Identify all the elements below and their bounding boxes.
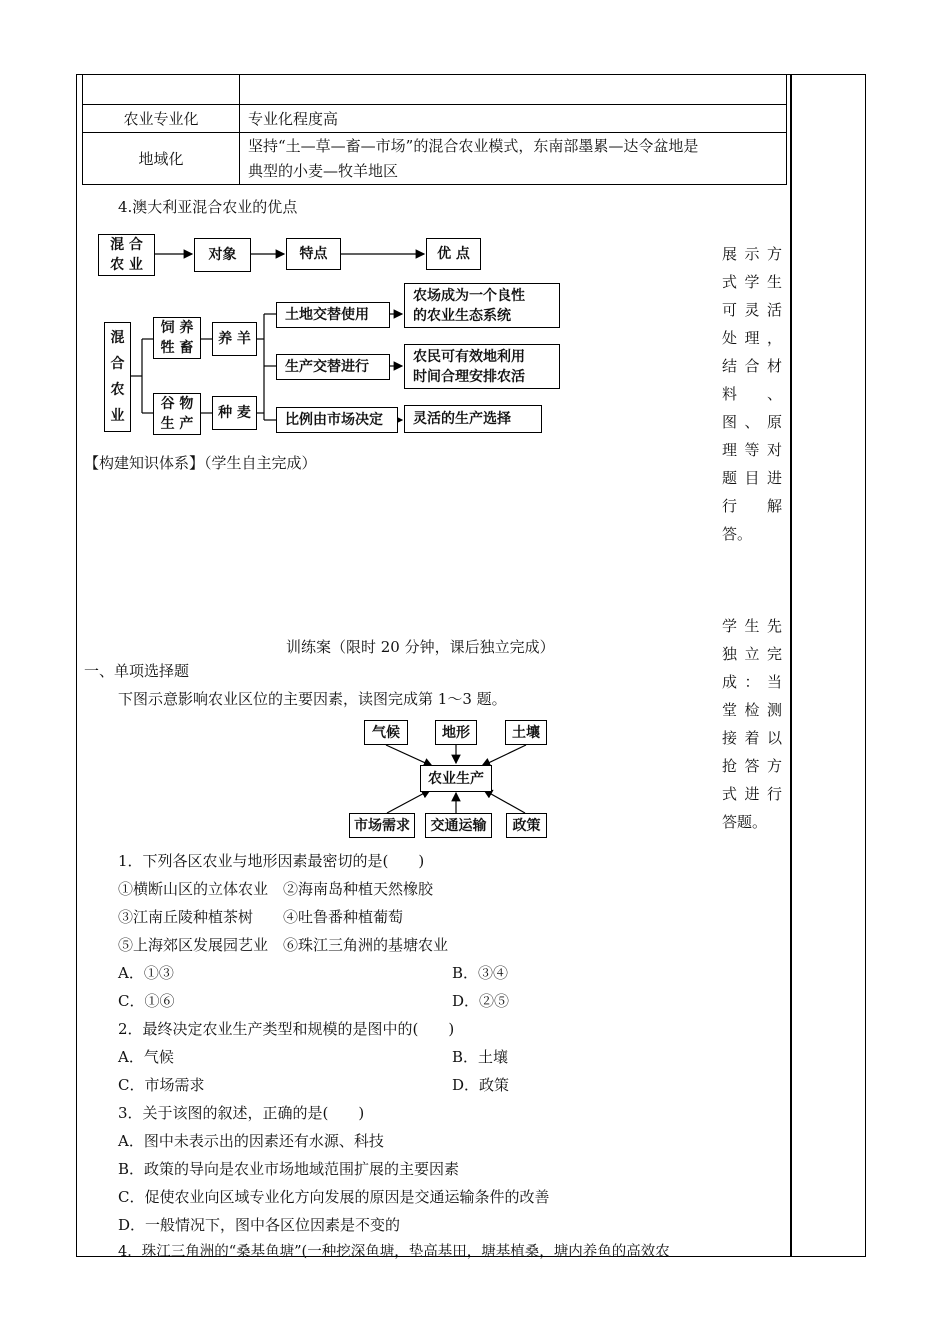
- q3-option-d: D．一般情况下，图中各区位因素是不变的: [118, 1216, 401, 1234]
- build-knowledge-title: 【构建知识体系】（学生自主完成）: [84, 454, 317, 472]
- side-line: 独立完: [722, 645, 782, 663]
- q3-option-a: A．图中未表示出的因素还有水源、科技: [118, 1132, 384, 1150]
- q1-option-b: B．③④: [452, 964, 509, 982]
- side-line: 学生先: [722, 617, 782, 635]
- side-line: 处理，: [722, 329, 782, 347]
- diagram1-grain: 谷 物 生 产: [153, 393, 201, 435]
- diagram1-sheep: 养 羊: [212, 322, 257, 356]
- diagram1-advantage-1: 农场成为一个良性 的农业生态系统: [404, 283, 560, 328]
- cell-line: 坚持“土—草—畜—市场”的混合农业模式，东南部墨累—达令盆地是: [248, 136, 699, 155]
- diagram1-box-feature: 特点: [286, 238, 341, 270]
- side-line: 展示方: [722, 245, 782, 263]
- q2-option-b: B．土壤: [452, 1048, 509, 1066]
- side-line: 结合材: [722, 357, 782, 375]
- table-cell: 专业化程度高: [240, 105, 787, 133]
- table-cell: 农业专业化: [83, 105, 240, 133]
- side-line: 接着以: [722, 729, 782, 747]
- side-line: 成：当: [722, 673, 782, 691]
- factor-climate: 气候: [364, 720, 408, 745]
- q2-option-c: C．市场需求: [118, 1076, 205, 1094]
- heading-4: 4.澳大利亚混合农业的优点: [118, 198, 298, 216]
- intro-text: 下图示意影响农业区位的主要因素，读图完成第 1～3 题。: [118, 690, 507, 708]
- diagram1-wheat: 种 麦: [212, 396, 257, 430]
- q1-option-a: A．①③: [118, 964, 174, 982]
- diagram1-feature-2: 生产交替进行: [276, 354, 390, 380]
- diagram1-advantage-3: 灵活的生产选择: [404, 405, 542, 433]
- diagram1-box-mixed-agri: 混 合 农 业: [98, 234, 155, 276]
- q2-stem: 2．最终决定农业生产类型和规模的是图中的( ): [118, 1020, 455, 1038]
- side-line: 可灵活: [722, 301, 782, 319]
- side-line: 堂检测: [722, 701, 782, 719]
- q3-option-b: B．政策的导向是农业市场地域范围扩展的主要因素: [118, 1160, 460, 1178]
- training-title: 训练案（限时 20 分钟，课后独立完成）: [286, 638, 555, 656]
- q1-item: ①横断山区的立体农业 ②海南岛种植天然橡胶: [118, 880, 434, 898]
- q2-option-d: D．政策: [452, 1076, 510, 1094]
- factor-transport: 交通运输: [425, 813, 492, 838]
- diagram1-root: 混 合 农 业: [104, 322, 131, 432]
- agri-production: 农业生产: [420, 765, 492, 792]
- side-line: 题目进: [722, 469, 782, 487]
- side-note-1: [722, 240, 782, 548]
- diagram1-livestock: 饲 养 牲 畜: [153, 317, 201, 359]
- side-line: 理等对: [722, 441, 782, 459]
- factor-market: 市场需求: [349, 813, 415, 838]
- factor-terrain: 地形: [435, 720, 477, 745]
- q1-option-c: C．①⑥: [118, 992, 175, 1010]
- diagram1-advantage-2: 农民可有效地利用 时间合理安排农活: [404, 344, 560, 389]
- section-title: 一、单项选择题: [84, 662, 190, 680]
- side-note-2: [722, 612, 782, 836]
- factor-soil: 土壤: [505, 720, 547, 745]
- side-line: 抢答方: [722, 757, 782, 775]
- factor-policy: 政策: [506, 813, 547, 838]
- q1-stem: 1．下列各区农业与地形因素最密切的是( ): [118, 852, 425, 870]
- side-line: 答。: [722, 525, 753, 543]
- diagram1-feature-3: 比例由市场决定: [276, 407, 398, 433]
- side-line: 图、原: [722, 413, 782, 431]
- q4-stem: 4．珠江三角洲的“桑基鱼塘”(一种挖深鱼塘，垫高基田，塘基植桑，塘内养鱼的高效农: [118, 1244, 670, 1260]
- q1-item: ③江南丘陵种植茶树 ④吐鲁番种植葡萄: [118, 908, 404, 926]
- q1-item: ⑤上海郊区发展园艺业 ⑥珠江三角洲的基塘农业: [118, 936, 449, 954]
- diagram1-box-advantage: 优 点: [426, 238, 481, 270]
- side-line: 行 解: [722, 497, 782, 515]
- q2-option-a: A．气候: [118, 1048, 174, 1066]
- q1-option-d: D．②⑤: [452, 992, 510, 1010]
- side-line: 料 、: [722, 385, 782, 403]
- diagram1-box-object: 对象: [194, 238, 251, 272]
- diagram1-feature-1: 土地交替使用: [276, 302, 390, 328]
- cell-line: 典型的小麦—牧羊地区: [248, 161, 399, 180]
- side-line: 式学生: [722, 273, 782, 291]
- q3-option-c: C．促使农业向区域专业化方向发展的原因是交通运输条件的改善: [118, 1188, 550, 1206]
- table-cell: 地域化: [83, 133, 240, 185]
- q3-stem: 3．关于该图的叙述，正确的是( ): [118, 1104, 365, 1122]
- side-line: 式进行: [722, 785, 782, 803]
- side-line: 答题。: [722, 813, 768, 831]
